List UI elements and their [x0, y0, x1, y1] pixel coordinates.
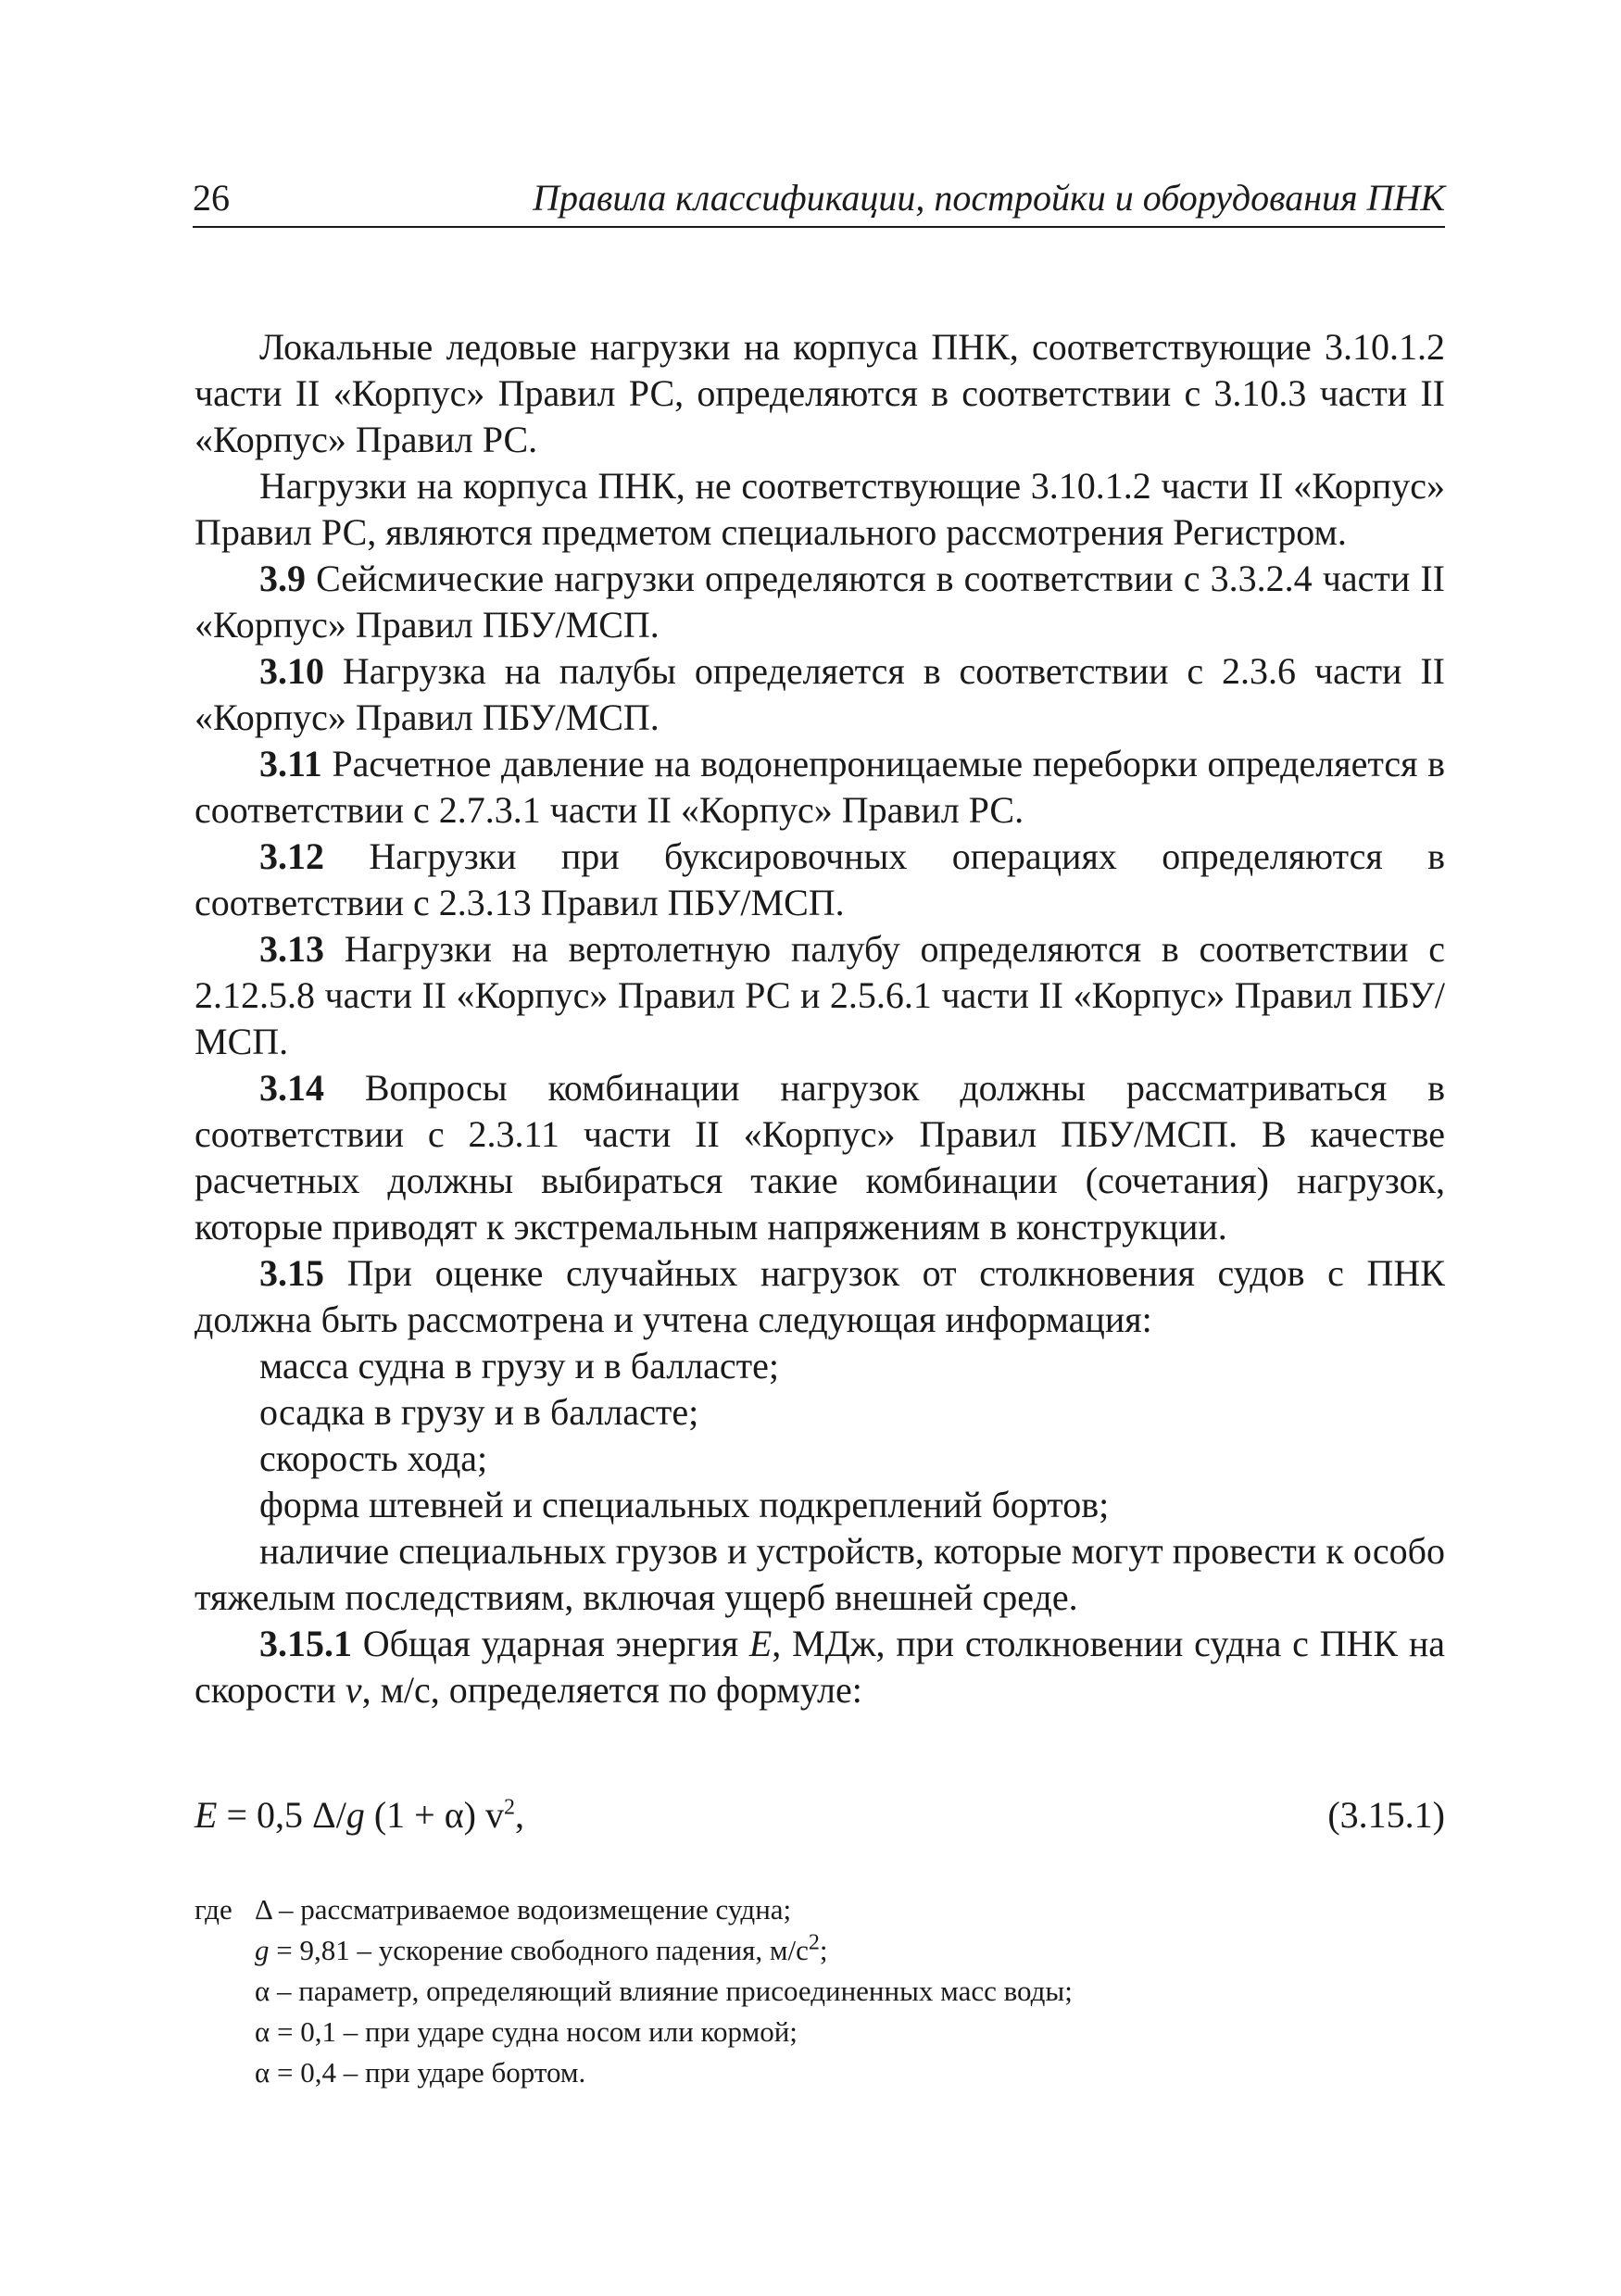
- paragraph-text: Вопросы комбинации нагрузок должны рассматриваться в соответствии с 2.3.11 части II «Корпус» Правил ПБУ/МСП. В качестве расчетных должны выбираться такие комбинации (сочетания) нагрузок, которые приводят к экстремальным напряжениям в конструкции.: [195, 1067, 1445, 1248]
- note-text: = 9,81 – ускорение свободного падения, м/с: [269, 1934, 809, 1966]
- note-variable: g: [255, 1934, 270, 1966]
- section-number: 3.14: [259, 1067, 324, 1109]
- formula-part: ,: [515, 1794, 524, 1836]
- paragraph: [195, 463, 1445, 556]
- section-number: 3.12: [259, 835, 324, 877]
- paragraph-text: При оценке случайных нагрузок от столкновения судов с ПНК должна быть рассмотрена и учтена следующая информация:: [195, 1252, 1445, 1340]
- list-item: форма штевней и специальных подкреплений бортов;: [259, 1484, 1110, 1525]
- formula-variable: E: [195, 1794, 218, 1836]
- paragraph-text: Локальные ледовые нагрузки на корпуса ПНК, соответствующие 3.10.1.2 части II «Корпус» Правил РС, определяются в соответствии с 3.10.3 части II «Корпус» Правил РС.: [195, 326, 1445, 460]
- note-line: α – параметр, определяющий влияние присоединенных масс воды;: [255, 1975, 1073, 2007]
- page-header: [193, 174, 1445, 228]
- note-where: где: [195, 1893, 232, 1926]
- note-text: Δ – рассматриваемое водоизмещение судна;: [255, 1893, 792, 1926]
- section-number: 3.15.1: [259, 1623, 352, 1664]
- note-line: α = 0,4 – при ударе бортом.: [255, 2056, 586, 2089]
- formula-exponent: 2: [504, 1795, 515, 1820]
- section-3-15: [195, 1250, 1445, 1343]
- section-number: 3.10: [259, 650, 324, 692]
- section-3-10: [195, 648, 1445, 741]
- list-item: масса судна в грузу и в балласте;: [259, 1345, 780, 1386]
- paragraph-text: , МДж, при столкновении судна с ПНК на скорости: [195, 1623, 1445, 1711]
- note-line: [195, 1930, 1445, 1971]
- page-number: 26: [193, 177, 230, 219]
- list-item: наличие специальных грузов и устройств, которые могут провести к особо тяжелым последствиям, включая ущерб внешней среде.: [195, 1530, 1445, 1618]
- running-title: Правила классификации, постройки и оборудования ПНК: [533, 177, 1445, 219]
- note-line: α = 0,1 – при ударе судна носом или кормой;: [255, 2015, 798, 2048]
- list-item: скорость хода;: [259, 1437, 488, 1479]
- section-number: 3.9: [259, 558, 306, 599]
- list-item: осадка в грузу и в балласте;: [259, 1391, 699, 1433]
- formula-variable: g: [346, 1794, 365, 1836]
- body-text: [195, 324, 1445, 1713]
- variable-e: E: [748, 1623, 773, 1664]
- note-text: ;: [819, 1934, 828, 1966]
- paragraph-text: Общая ударная энергия: [352, 1623, 749, 1664]
- paragraph-text: Нагрузки на вертолетную палубу определяются в соответствии с 2.12.5.8 части II «Корпус» Правил РС и 2.5.6.1 части II «Корпус» Правил ПБУ/МСП.: [195, 928, 1445, 1062]
- section-3-11: [195, 741, 1445, 834]
- paragraph-text: Нагрузки на корпуса ПНК, не соответствующие 3.10.1.2 части II «Корпус» Правил РС, являются предметом специального рассмотрения Регистром.: [195, 465, 1445, 553]
- variable-v: v: [345, 1669, 362, 1711]
- section-number: 3.11: [259, 743, 322, 784]
- formula-part: = 0,5 Δ/: [217, 1794, 346, 1836]
- paragraph: [195, 324, 1445, 463]
- paragraph-text: Сейсмические нагрузки определяются в соответствии с 3.3.2.4 части II «Корпус» Правил ПБУ/МСП.: [195, 558, 1445, 646]
- paragraph-text: , м/с, определяется по формуле:: [361, 1669, 862, 1711]
- section-3-12: [195, 834, 1445, 926]
- note-exponent: 2: [808, 1930, 820, 1955]
- section-3-14: [195, 1065, 1445, 1250]
- formula-notes: [195, 1889, 1445, 2093]
- paragraph-text: Расчетное давление на водонепроницаемые переборки определяется в соответствии с 2.7.3.1 части II «Корпус» Правил РС.: [195, 743, 1445, 831]
- formula-row: [195, 1789, 1445, 1841]
- paragraph-text: Нагрузки при буксировочных операциях определяются в соответствии с 2.3.13 Правил ПБУ/МСП.: [195, 835, 1445, 923]
- formula: [195, 1789, 524, 1841]
- paragraph-text: Нагрузка на палубы определяется в соответствии с 2.3.6 части II «Корпус» Правил ПБУ/МСП.: [195, 650, 1445, 738]
- note-line: [195, 1889, 1445, 1930]
- section-3-15-1: [195, 1621, 1445, 1713]
- section-number: 3.13: [259, 928, 324, 970]
- section-3-13: [195, 926, 1445, 1065]
- formula-part: (1 + α) v: [364, 1794, 504, 1836]
- formula-number: (3.15.1): [1327, 1794, 1445, 1836]
- section-3-9: [195, 556, 1445, 648]
- section-number: 3.15: [259, 1252, 324, 1294]
